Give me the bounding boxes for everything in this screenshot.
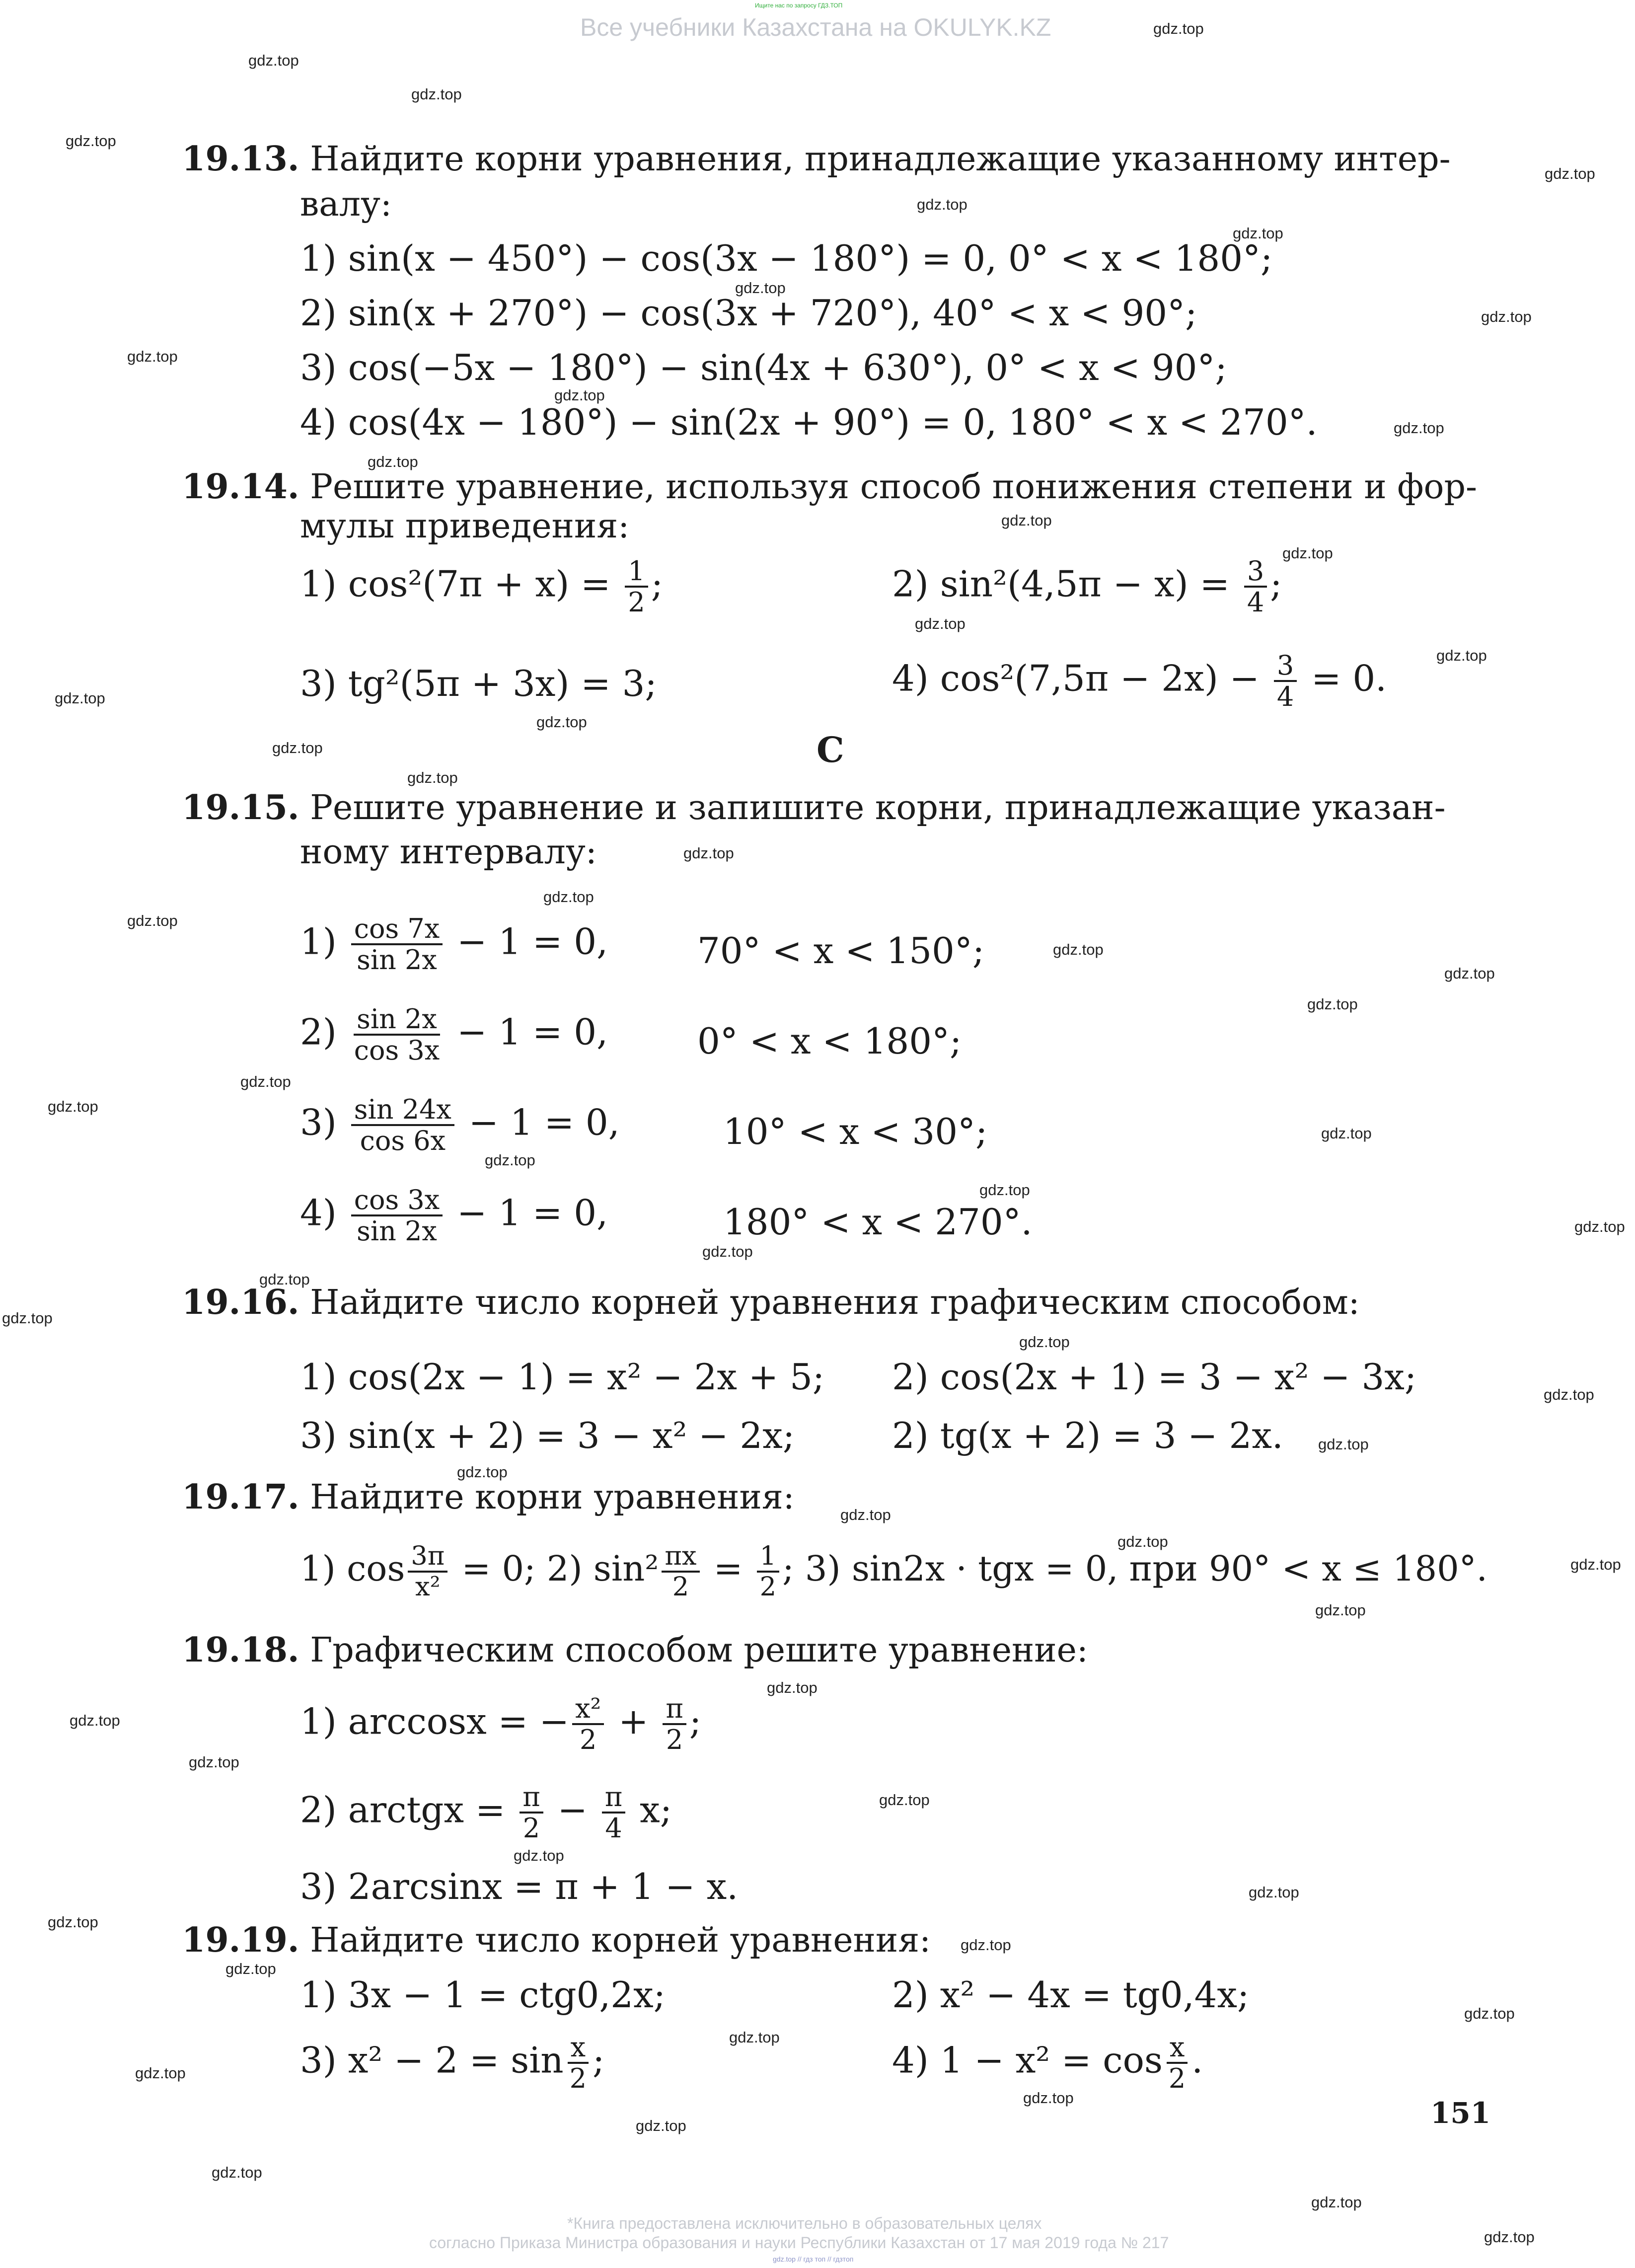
problem-19-13-item-1: 1) sin(x − 450°) − cos(3x − 180°) = 0, 0° < x < 180°; bbox=[300, 237, 1273, 279]
fraction: $\frac{\cos 3x}{\sin 2x}$ bbox=[351, 1185, 443, 1246]
watermark: gdz.top bbox=[240, 1073, 291, 1090]
fraction: $\frac{\pi}{2}$ bbox=[520, 1782, 543, 1843]
watermark: gdz.top bbox=[554, 386, 605, 404]
problem-19-18-item-2: 2) arctgx = $\frac{\pi}{2}$ − $\frac{\pi}{4}$ x; bbox=[300, 1781, 672, 1844]
fraction: $\frac{\sin 2x}{\cos 3x}$ bbox=[354, 1003, 440, 1066]
watermark: gdz.top bbox=[961, 1936, 1011, 1954]
watermark: gdz.top bbox=[1394, 419, 1444, 437]
problem-number: 19.16. bbox=[182, 1283, 299, 1322]
watermark: gdz.top bbox=[1436, 647, 1487, 664]
fraction: $\frac{\cos 7x}{\sin 2x}$ bbox=[351, 914, 443, 975]
watermark: gdz.top bbox=[1023, 2089, 1074, 2107]
problem-19-15-item-1: 1) $\frac{\cos 7x}{\sin 2x}$ − 1 = 0, bbox=[300, 913, 608, 976]
problem-number: 19.17. bbox=[182, 1477, 299, 1517]
watermark: gdz.top bbox=[212, 2164, 262, 2181]
problem-19-16-title bbox=[182, 1283, 1360, 1322]
watermark: gdz.top bbox=[1019, 1333, 1070, 1351]
fraction: $\frac{1}{2}$ bbox=[757, 1542, 779, 1601]
problem-19-15-item-4: 4) $\frac{\cos 3x}{\sin 2x}$ − 1 = 0, bbox=[300, 1184, 608, 1247]
problem-19-15-interval-1: 70° < x < 150°; bbox=[697, 930, 985, 972]
problem-19-19-item-3: 3) x² − 2 = sin $\frac{x}{2}$ ; bbox=[300, 2032, 605, 2095]
watermark: gdz.top bbox=[368, 453, 418, 470]
watermark: gdz.top bbox=[514, 1847, 564, 1864]
fraction: $\frac{1}{2}$ bbox=[625, 556, 648, 617]
watermark: gdz.top bbox=[1307, 995, 1358, 1013]
problem-19-14-item-1: 1) cos²(7π + x) = $\frac{1}{2}$ ; bbox=[300, 555, 664, 618]
watermark: gdz.top bbox=[1484, 2228, 1535, 2246]
problem-number: 19.15. bbox=[182, 788, 299, 828]
watermark: gdz.top bbox=[485, 1151, 535, 1169]
watermark: gdz.top bbox=[536, 713, 587, 731]
watermark: gdz.top bbox=[127, 912, 178, 929]
watermark: gdz.top bbox=[979, 1181, 1030, 1199]
problem-19-13-title-cont: валу: bbox=[300, 185, 392, 224]
watermark: gdz.top bbox=[702, 1243, 753, 1260]
watermark: gdz.top bbox=[915, 615, 966, 632]
watermark: gdz.top bbox=[457, 1463, 508, 1481]
problem-19-13-item-2: 2) sin(x + 270°) − cos(3x + 720°), 40° < x < 90°; bbox=[300, 292, 1197, 334]
watermark: gdz.top bbox=[1321, 1125, 1372, 1142]
fraction: $\frac{3}{4}$ bbox=[1244, 556, 1267, 617]
watermark: gdz.top bbox=[411, 85, 462, 103]
watermark: gdz.top bbox=[70, 1712, 120, 1729]
watermark: gdz.top bbox=[767, 1679, 818, 1696]
problem-text: Решите уравнение и запишите корни, принадлежащие указан- bbox=[310, 788, 1446, 828]
problem-number: 19.18. bbox=[182, 1630, 299, 1670]
watermark: gdz.top bbox=[189, 1753, 239, 1771]
fraction: $\frac{3}{4}$ bbox=[1274, 651, 1297, 712]
problem-text: Графическим способом решите уравнение: bbox=[310, 1631, 1088, 1670]
watermark: gdz.top bbox=[879, 1791, 930, 1809]
problem-19-14-title bbox=[182, 467, 1477, 507]
watermark: gdz.top bbox=[917, 196, 967, 213]
watermark: gdz.top bbox=[272, 739, 323, 756]
footer-disclaimer: *Книга предоставлена исключительно в образовательных целях bbox=[567, 2214, 1042, 2232]
problem-19-19-item-1: 1) 3x − 1 = ctg0,2x; bbox=[300, 1974, 666, 2016]
footer-order: согласно Приказа Министра образования и науки Республики Казахстан от 17 мая 2019 года № 217 bbox=[429, 2234, 1169, 2252]
fraction: $\frac{\sin 24x}{\cos 6x}$ bbox=[351, 1095, 454, 1156]
problem-19-15-title bbox=[182, 788, 1446, 828]
problem-text: Найдите число корней уравнения графическим способом: bbox=[310, 1283, 1360, 1322]
problem-19-13-item-3: 3) cos(−5x − 180°) − sin(4x + 630°), 0° < x < 90°; bbox=[300, 347, 1227, 388]
fraction: $\frac{x}{2}$ bbox=[1166, 2033, 1189, 2094]
problem-19-17-items: 1) cos $\frac{3\pi}{\text{x²}}$ = 0; 2) sin² $\frac{\pi x}{2}$ = $\frac{1}{2}$ ; 3) sin2x · tgx = 0, при 90° < x ≤ 180°. bbox=[300, 1541, 1487, 1602]
problem-19-17-title bbox=[182, 1477, 795, 1517]
watermark: gdz.top bbox=[735, 279, 786, 297]
watermark: gdz.top bbox=[1315, 1601, 1366, 1619]
problem-19-19-item-2: 2) x² − 4x = tg0,4x; bbox=[892, 1974, 1250, 2016]
watermark: gdz.top bbox=[48, 1913, 98, 1931]
problem-19-13-item-4: 4) cos(4x − 180°) − sin(2x + 90°) = 0, 180° < x < 270°. bbox=[300, 401, 1318, 443]
problem-number: 19.13. bbox=[182, 139, 299, 179]
fraction: $\frac{\pi}{4}$ bbox=[602, 1782, 626, 1843]
problem-text: Найдите число корней уравнения: bbox=[310, 1921, 931, 1960]
problem-number: 19.19. bbox=[182, 1920, 299, 1960]
watermark: gdz.top bbox=[1311, 2193, 1362, 2211]
watermark: gdz.top bbox=[1233, 225, 1283, 242]
problem-19-16-item-2: 2) cos(2x + 1) = 3 − x² − 3x; bbox=[892, 1356, 1417, 1398]
problem-19-18-item-3: 3) 2arcsinx = π + 1 − x. bbox=[300, 1866, 739, 1907]
watermark: gdz.top bbox=[407, 769, 458, 786]
watermark: gdz.top bbox=[48, 1098, 98, 1115]
watermark: gdz.top bbox=[1117, 1533, 1168, 1550]
problem-19-16-item-1: 1) cos(2x − 1) = x² − 2x + 5; bbox=[300, 1356, 825, 1398]
problem-19-19-title bbox=[182, 1920, 931, 1960]
problem-text: Решите уравнение, используя способ понижения степени и фор- bbox=[310, 467, 1477, 507]
problem-number: 19.14. bbox=[182, 467, 299, 507]
section-letter: C bbox=[817, 729, 844, 770]
problem-19-15-interval-3: 10° < x < 30°; bbox=[723, 1111, 988, 1152]
watermark: gdz.top bbox=[1545, 165, 1595, 182]
problem-19-16-item-3: 3) sin(x + 2) = 3 − x² − 2x; bbox=[300, 1415, 795, 1456]
watermark: gdz.top bbox=[543, 888, 594, 906]
watermark: gdz.top bbox=[225, 1960, 276, 1977]
page-number: 151 bbox=[1430, 2096, 1491, 2130]
watermark: gdz.top bbox=[683, 844, 734, 862]
watermark: gdz.top bbox=[127, 348, 178, 365]
problem-19-15-item-3: 3) $\frac{\sin 24x}{\cos 6x}$ − 1 = 0, bbox=[300, 1094, 620, 1157]
problem-19-19-item-4: 4) 1 − x² = cos $\frac{x}{2}$ . bbox=[892, 2032, 1203, 2095]
fraction: $\frac{\pi x}{2}$ bbox=[662, 1542, 699, 1601]
top-note: Ищите нас по запросу ГДЗ.ТОП bbox=[755, 2, 843, 9]
watermark: gdz.top bbox=[259, 1271, 310, 1288]
fraction: $\frac{\text{x²}}{2}$ bbox=[572, 1694, 604, 1755]
watermark: gdz.top bbox=[248, 52, 299, 69]
problem-19-15-interval-2: 0° < x < 180°; bbox=[697, 1020, 962, 1062]
watermark: gdz.top bbox=[1481, 308, 1532, 325]
watermark: gdz.top bbox=[55, 689, 105, 707]
problem-19-14-item-2: 2) sin²(4,5π − x) = $\frac{3}{4}$ ; bbox=[892, 555, 1282, 618]
watermark: gdz.top bbox=[1001, 512, 1052, 529]
problem-19-15-interval-4: 180° < x < 270°. bbox=[723, 1201, 1033, 1243]
watermark: gdz.top bbox=[66, 132, 116, 150]
watermark: gdz.top bbox=[1570, 1556, 1621, 1573]
watermark: gdz.top bbox=[729, 2029, 780, 2046]
fraction: $\frac{\pi}{2}$ bbox=[663, 1694, 686, 1755]
problem-19-18-item-1: 1) arccosx = − $\frac{\text{x²}}{2}$ + $\frac{\pi}{2}$ ; bbox=[300, 1693, 702, 1756]
watermark: gdz.top bbox=[1153, 20, 1204, 37]
watermark: gdz.top bbox=[1318, 1436, 1369, 1453]
watermark: gdz.top bbox=[1282, 544, 1333, 562]
watermark: gdz.top bbox=[2, 1309, 53, 1327]
problem-19-14-item-3: 3) tg²(5π + 3x) = 3; bbox=[300, 663, 657, 704]
footer-links[interactable]: gdz.top // гдз топ // гдзтоп bbox=[773, 2255, 854, 2263]
problem-19-14-title-cont: мулы приведения: bbox=[300, 507, 630, 546]
watermark: gdz.top bbox=[1053, 941, 1104, 958]
problem-19-16-item-4: 2) tg(x + 2) = 3 − 2x. bbox=[892, 1415, 1283, 1456]
fraction: $\frac{x}{2}$ bbox=[567, 2033, 590, 2094]
watermark: gdz.top bbox=[1444, 965, 1495, 982]
fraction: $\frac{3\pi}{\text{x²}}$ bbox=[408, 1542, 447, 1601]
site-title[interactable]: Все учебники Казахстана на OKULYK.KZ bbox=[580, 13, 1051, 41]
watermark: gdz.top bbox=[1464, 2005, 1515, 2022]
watermark: gdz.top bbox=[1544, 1386, 1594, 1403]
problem-19-15-item-2: 2) $\frac{\sin 2x}{\cos 3x}$ − 1 = 0, bbox=[300, 1003, 608, 1066]
watermark: gdz.top bbox=[1574, 1218, 1625, 1235]
watermark: gdz.top bbox=[840, 1506, 891, 1523]
watermark: gdz.top bbox=[636, 2117, 686, 2134]
problem-19-18-title bbox=[182, 1630, 1088, 1670]
problem-19-13-title bbox=[182, 139, 1451, 179]
problem-text: Найдите корни уравнения, принадлежащие указанному интер- bbox=[310, 140, 1451, 179]
problem-19-15-title-cont: ному интервалу: bbox=[300, 832, 597, 872]
watermark: gdz.top bbox=[135, 2064, 186, 2082]
problem-text: Найдите корни уравнения: bbox=[310, 1478, 795, 1517]
problem-19-14-item-4: 4) cos²(7,5π − 2x) − $\frac{3}{4}$ = 0. bbox=[892, 650, 1387, 713]
watermark: gdz.top bbox=[1249, 1884, 1299, 1901]
